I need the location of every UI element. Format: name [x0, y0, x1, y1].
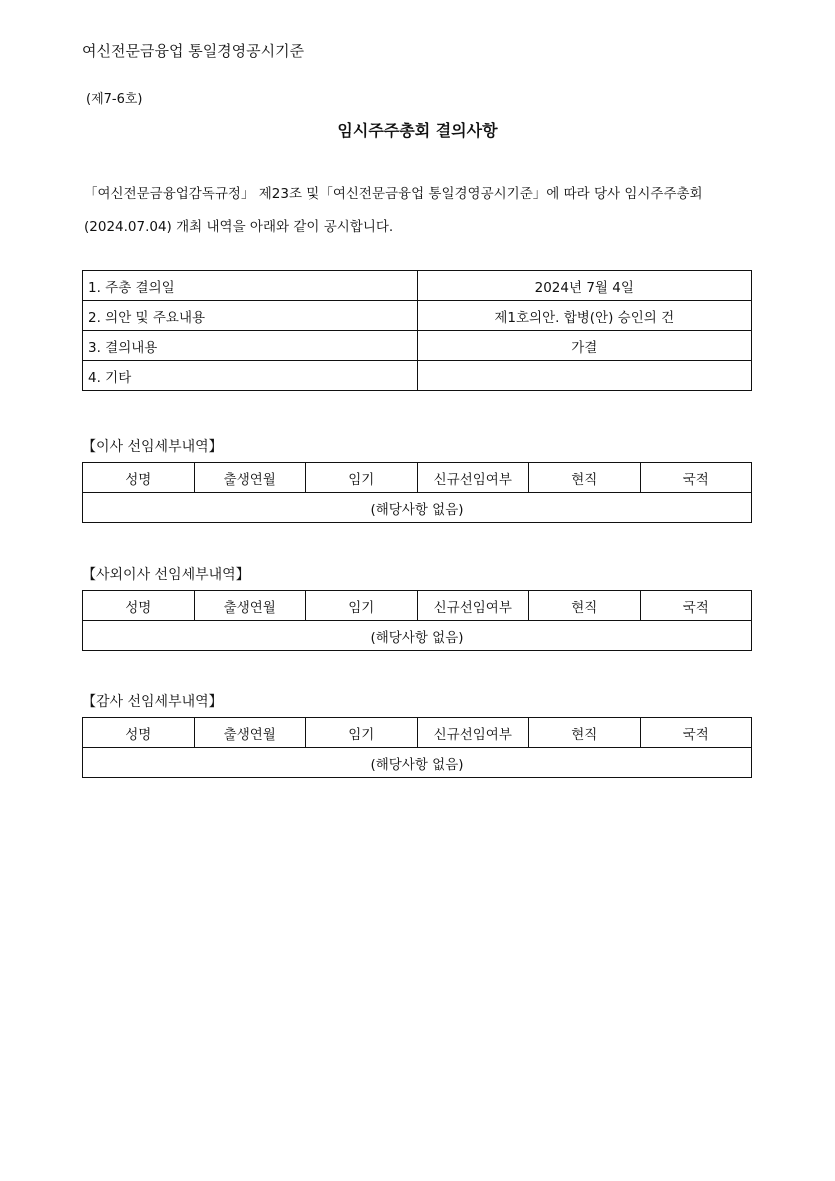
column-header: 현직 [529, 718, 641, 748]
column-header: 국적 [640, 463, 752, 493]
row-value: 2024년 7월 4일 [417, 271, 752, 301]
table-row [83, 301, 752, 331]
regulation-header: 여신전문금융업 통일경영공시기준 [82, 42, 305, 60]
table-row [83, 331, 752, 361]
column-header: 신규선임여부 [417, 463, 529, 493]
table-row [83, 748, 752, 778]
intro-line-1: 「여신전문금융업감독규정」 제23조 및「여신전문금융업 통일경영공시기준」에 따라 당사 임시주주총회 [84, 186, 703, 202]
table-header-row [83, 463, 752, 493]
row-label: 1. 주총 결의일 [83, 271, 418, 301]
table-header-row [83, 718, 752, 748]
column-header: 성명 [83, 591, 195, 621]
table-row [83, 271, 752, 301]
column-header: 성명 [83, 463, 195, 493]
column-header: 국적 [640, 591, 752, 621]
directors-section-title: 【이사 선임세부내역】 [82, 439, 223, 455]
column-header: 임기 [306, 718, 418, 748]
column-header: 현직 [529, 591, 641, 621]
page-title: 임시주주총회 결의사항 [337, 121, 498, 140]
form-number: (제7-6호) [86, 92, 143, 107]
outside-directors-table [82, 590, 752, 651]
column-header: 출생연월 [194, 718, 306, 748]
column-header: 출생연월 [194, 591, 306, 621]
empty-notice: (해당사항 없음) [83, 493, 752, 523]
intro-paragraph [84, 178, 754, 244]
table-row [83, 361, 752, 391]
column-header: 신규선임여부 [417, 718, 529, 748]
empty-notice: (해당사항 없음) [83, 748, 752, 778]
intro-line-2: (2024.07.04) 개최 내역을 아래와 같이 공시합니다. [84, 219, 394, 235]
column-header: 신규선임여부 [417, 591, 529, 621]
directors-table [82, 462, 752, 523]
row-value [417, 361, 752, 391]
outside-directors-section-title: 【사외이사 선임세부내역】 [82, 567, 250, 583]
row-label: 3. 결의내용 [83, 331, 418, 361]
column-header: 국적 [640, 718, 752, 748]
auditors-section-title: 【감사 선임세부내역】 [82, 694, 223, 710]
table-row [83, 493, 752, 523]
row-label: 4. 기타 [83, 361, 418, 391]
row-label: 2. 의안 및 주요내용 [83, 301, 418, 331]
table-row [83, 621, 752, 651]
column-header: 임기 [306, 591, 418, 621]
row-value: 가결 [417, 331, 752, 361]
auditors-table [82, 717, 752, 778]
row-value: 제1호의안. 합병(안) 승인의 건 [417, 301, 752, 331]
empty-notice: (해당사항 없음) [83, 621, 752, 651]
column-header: 임기 [306, 463, 418, 493]
table-header-row [83, 591, 752, 621]
resolution-summary-table [82, 270, 752, 391]
column-header: 출생연월 [194, 463, 306, 493]
column-header: 현직 [529, 463, 641, 493]
column-header: 성명 [83, 718, 195, 748]
